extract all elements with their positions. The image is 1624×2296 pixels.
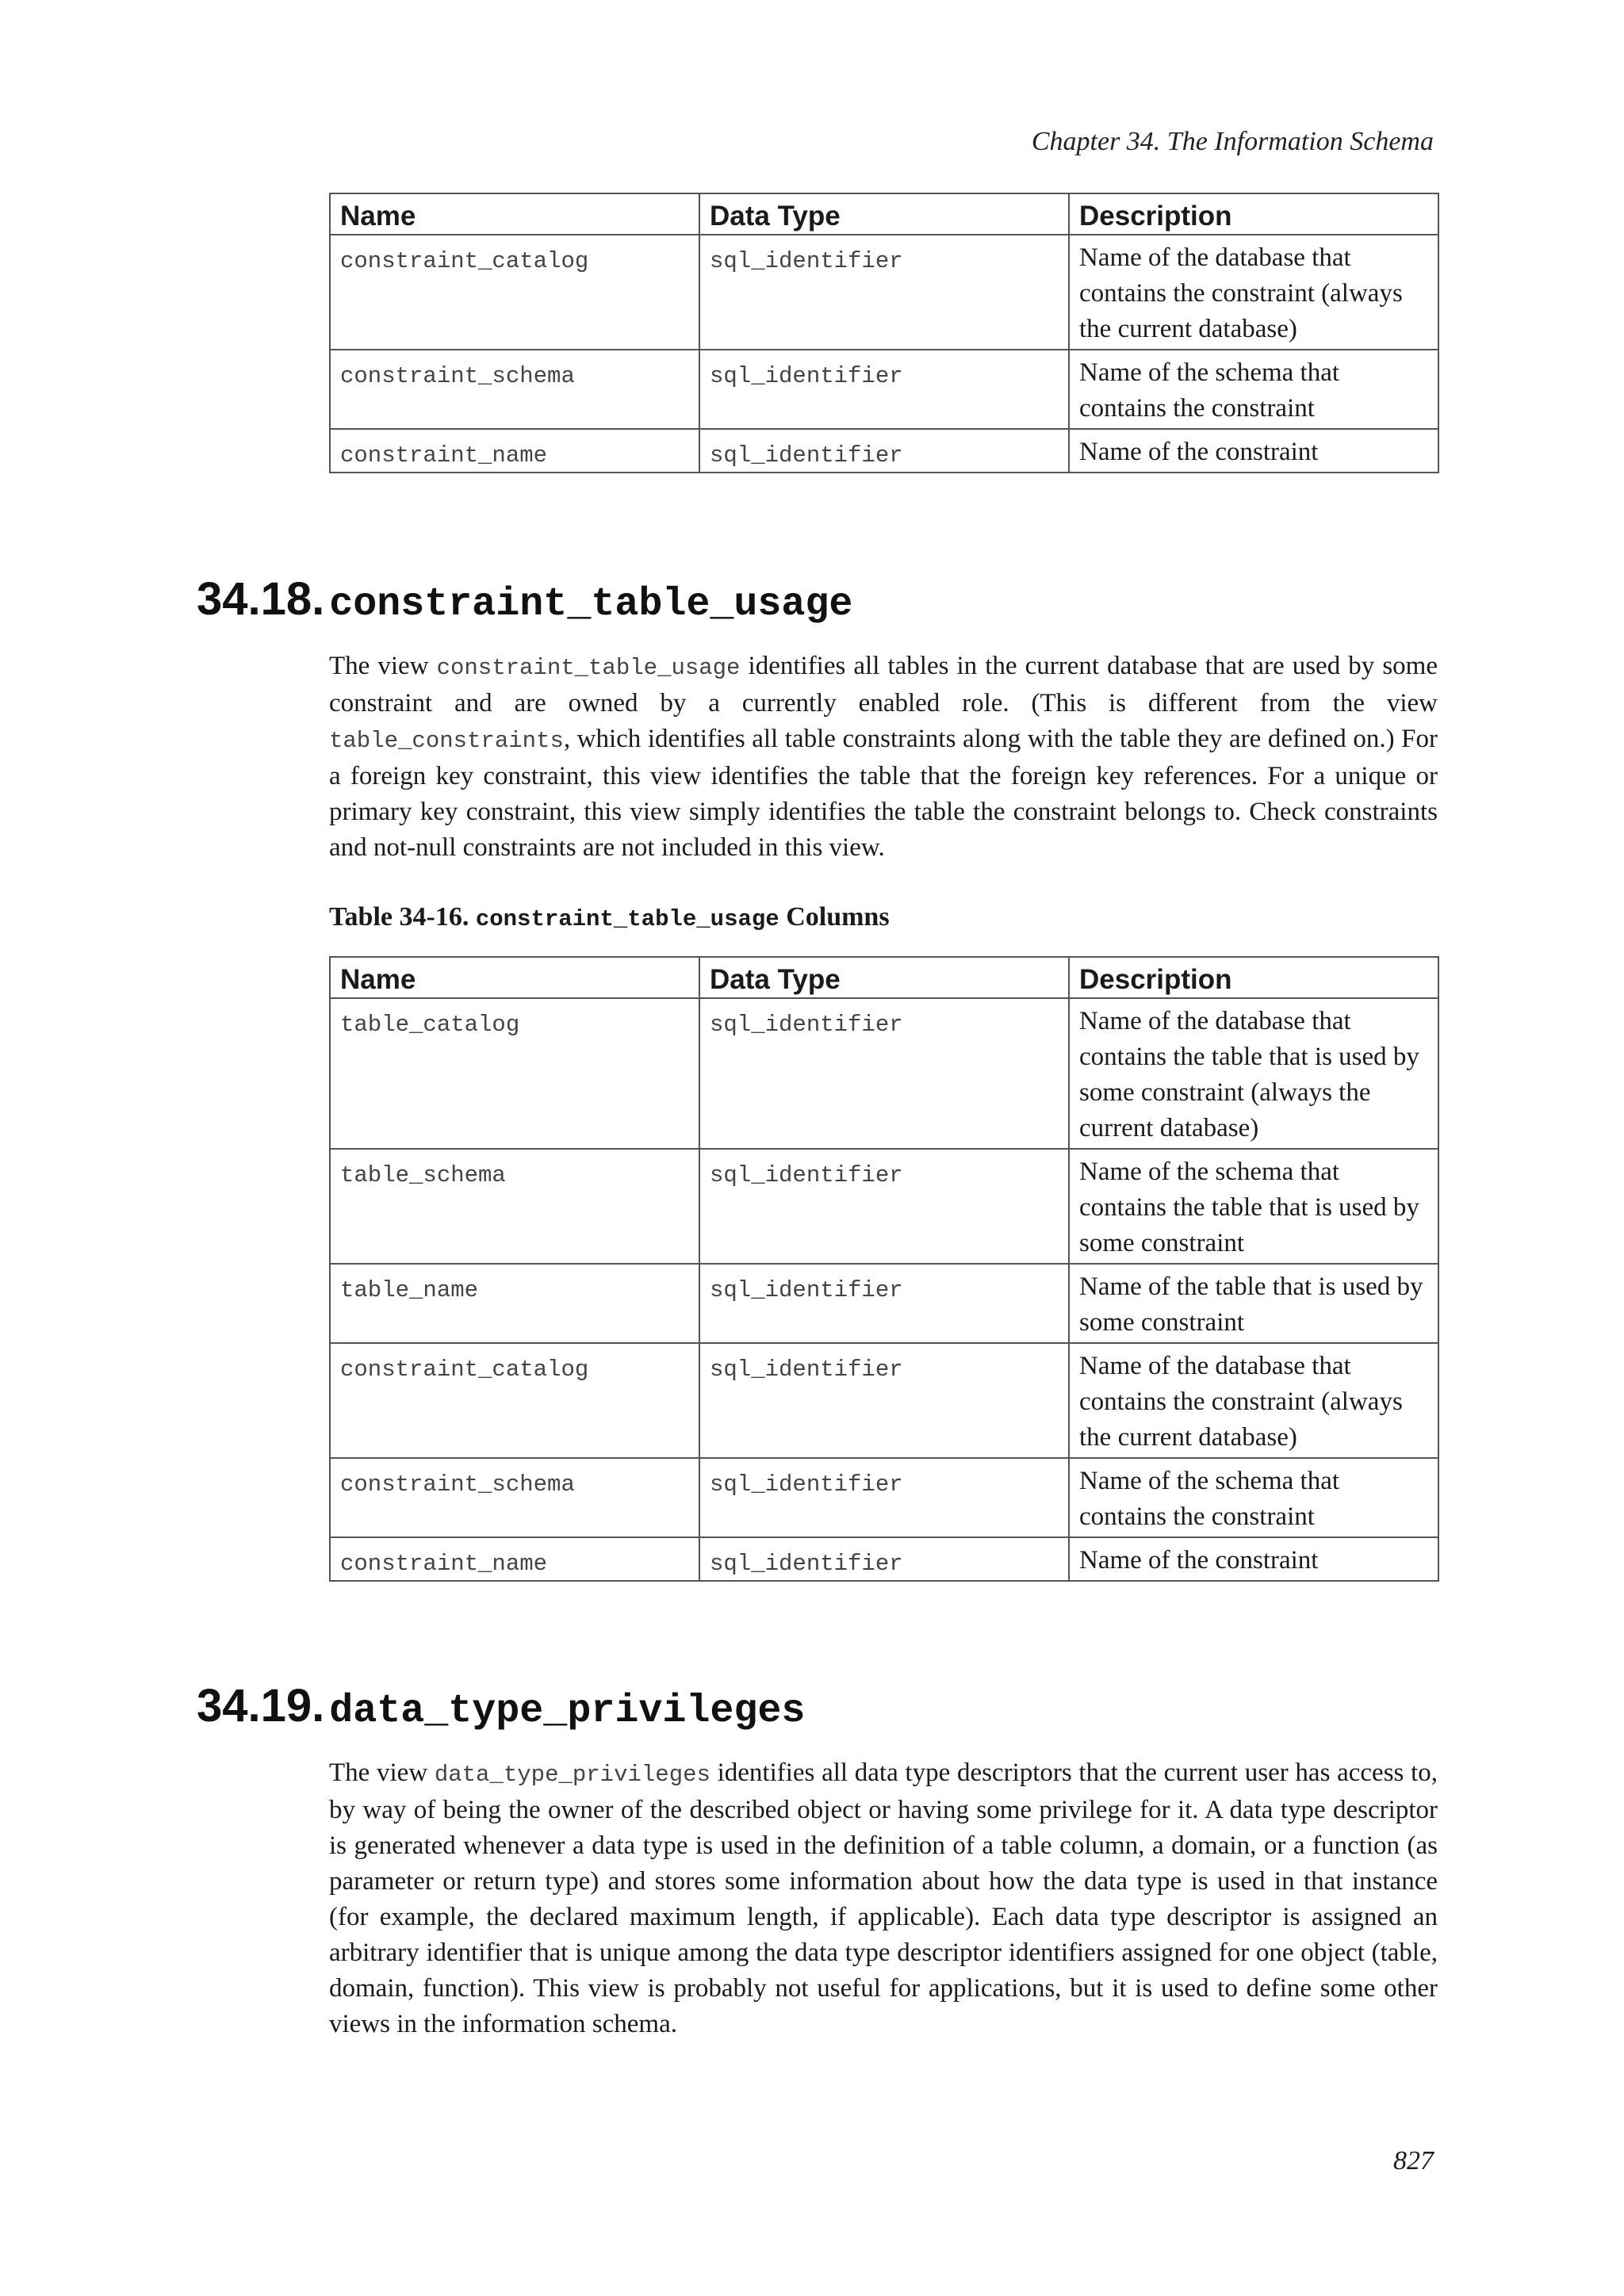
section-number: 34.18.	[197, 573, 325, 625]
table-row	[330, 1458, 1438, 1537]
table-row	[330, 429, 1438, 473]
inline-code: table_constraints	[329, 728, 564, 754]
table-header-row	[330, 193, 1438, 235]
table-row	[330, 235, 1438, 350]
running-header: Chapter 34. The Information Schema	[1031, 127, 1434, 156]
cell-description: Name of the constraint	[1069, 429, 1438, 473]
cell-data-type: sql_identifier	[699, 235, 1069, 350]
table-row	[330, 1343, 1438, 1458]
constraint-columns-table-continued	[329, 193, 1439, 473]
section-number: 34.19.	[197, 1680, 325, 1732]
cell-name: constraint_schema	[330, 350, 699, 429]
table-caption	[329, 902, 890, 932]
table-header-row	[330, 957, 1438, 998]
cell-description: Name of the schema that contains the constraint	[1069, 1458, 1438, 1537]
text: , which identifies all table constraints along with the table they are defined on.) For a foreign key constraint, this view identifies the table that the foreign key references. For a unique or primary key constraint, this view simply identifies the table the constraint belongs to. Check constraints and not-null constraints are not included in this view.	[329, 725, 1438, 862]
cell-description: Name of the database that contains the constraint (always the current database)	[1069, 1343, 1438, 1458]
cell-description: Name of the database that contains the constraint (always the current database)	[1069, 235, 1438, 350]
column-header-name: Name	[330, 193, 699, 235]
cell-data-type: sql_identifier	[699, 1458, 1069, 1537]
text: The view	[329, 652, 437, 680]
constraint-table-usage-columns-table	[329, 956, 1439, 1582]
text: identifies all data type descriptors that the current user has access to, by way of being the owner of the described object or having some privilege for it. A data type descriptor is generated whenever a data type is used in the definition of a table column, a domain, or a function (as parameter or return type) and stores some information about how the data type is used in that instance (for example, the declared maximum length, if applicable). Each data type descriptor is assigned an arbitrary identifier that is unique among the data type descriptor identifiers assigned for one object (table, domain, function). This view is probably not useful for applications, but it is used to define some other views in the information schema.	[329, 1758, 1438, 2038]
cell-data-type: sql_identifier	[699, 1264, 1069, 1343]
cell-data-type: sql_identifier	[699, 350, 1069, 429]
text: identifies all tables in the current database that are used by some constraint and are owned by a currently enabled role. (This is different from the view	[329, 652, 1438, 718]
cell-name: constraint_name	[330, 1537, 699, 1581]
cell-data-type: sql_identifier	[699, 1537, 1069, 1581]
table-row	[330, 1537, 1438, 1581]
column-header-name: Name	[330, 957, 699, 998]
column-header-data-type: Data Type	[699, 957, 1069, 998]
column-header-description: Description	[1069, 957, 1438, 998]
caption-code: constraint_table_usage	[475, 906, 779, 932]
caption-suffix: Columns	[779, 902, 890, 932]
cell-data-type: sql_identifier	[699, 998, 1069, 1149]
cell-data-type: sql_identifier	[699, 1149, 1069, 1264]
cell-description: Name of the schema that contains the constraint	[1069, 350, 1438, 429]
table-row	[330, 350, 1438, 429]
table-row	[330, 998, 1438, 1149]
section-title: data_type_privileges	[329, 1689, 806, 1734]
table-row	[330, 1264, 1438, 1343]
inline-code: data_type_privileges	[434, 1762, 710, 1788]
caption-prefix: Table 34-16.	[329, 902, 476, 932]
inline-code: constraint_table_usage	[436, 655, 741, 681]
section-paragraph	[329, 1755, 1438, 2042]
cell-name: table_catalog	[330, 998, 699, 1149]
page-number: 827	[1393, 2146, 1434, 2175]
column-header-data-type: Data Type	[699, 193, 1069, 235]
table-row	[330, 1149, 1438, 1264]
cell-name: table_name	[330, 1264, 699, 1343]
cell-description: Name of the database that contains the table that is used by some constraint (always the current database)	[1069, 998, 1438, 1149]
cell-description: Name of the schema that contains the table that is used by some constraint	[1069, 1149, 1438, 1264]
cell-name: constraint_catalog	[330, 235, 699, 350]
section-heading-34-19	[197, 1679, 805, 1734]
cell-name: constraint_catalog	[330, 1343, 699, 1458]
section-heading-34-18	[197, 572, 852, 627]
cell-name: table_schema	[330, 1149, 699, 1264]
section-paragraph	[329, 649, 1438, 866]
text: The view	[329, 1758, 435, 1787]
cell-name: constraint_name	[330, 429, 699, 473]
cell-data-type: sql_identifier	[699, 429, 1069, 473]
cell-data-type: sql_identifier	[699, 1343, 1069, 1458]
column-header-description: Description	[1069, 193, 1438, 235]
cell-name: constraint_schema	[330, 1458, 699, 1537]
section-title: constraint_table_usage	[329, 582, 853, 627]
cell-description: Name of the constraint	[1069, 1537, 1438, 1581]
cell-description: Name of the table that is used by some constraint	[1069, 1264, 1438, 1343]
